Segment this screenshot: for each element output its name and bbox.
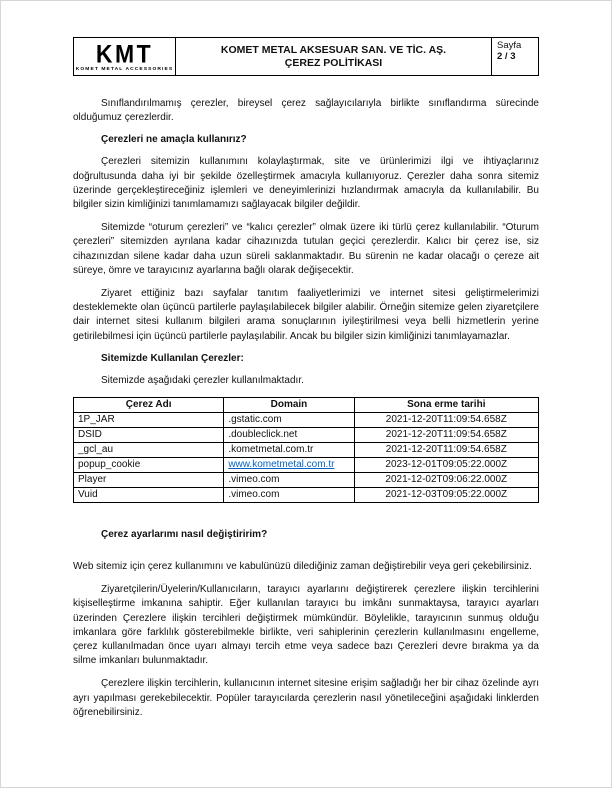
paragraph-unclassified-cookies: Sınıflandırılmamış çerezler, bireysel çerez sağlayıcılarıyla birlikte sınıflandırma sürecinde olduğumuz çerezlerdir.: [73, 98, 539, 124]
heading-change-settings: Çerez ayarlarımı nasıl değiştiririm?: [101, 529, 268, 541]
cookie-expiry: 2021-12-03T09:05:22.000Z: [354, 488, 538, 503]
page-number-cell: [492, 38, 538, 75]
cookie-domain: .doubleclick.net: [224, 428, 354, 443]
paragraph-purpose-1: Çerezleri sitemizin kullanımını kolaylaştırmak, site ve ürünlerimizi ilgi ve ihtiyaçlarınız doğrultusunda daha iyi bir şekilde özelleştirmek amacıyla kullanıyoruz. Çerezler daha sonra sitemiz üzerinde gerçekleştireceğiniz işlemleri ve deneyimlerinizi hızlandırmak amacıyla da kullanılabilir. Bu bilgiler sizin kimliğinizi tanımlamamızı sağlayacak bilgiler değildir.: [73, 156, 539, 211]
cookie-expiry: 2021-12-20T11:09:54.658Z: [354, 428, 538, 443]
cookie-name: Player: [74, 473, 224, 488]
heading-used-cookies: Sitemizde Kullanılan Çerezler:: [101, 352, 244, 364]
company-logo: [74, 38, 176, 75]
company-name: KOMET METAL AKSESUAR SAN. VE TİC. AŞ.: [220, 43, 447, 56]
table-row: [74, 458, 539, 473]
cookie-name: _gcl_au: [74, 443, 224, 458]
cookie-table: [73, 397, 539, 503]
header-title-cell: [176, 38, 492, 75]
cookie-expiry: 2021-12-20T11:09:54.658Z: [354, 443, 538, 458]
cookie-name: 1P_JAR: [74, 413, 224, 428]
cookie-expiry: 2023-12-01T09:05:22.000Z: [354, 458, 538, 473]
page-number: 2 / 3: [497, 51, 516, 62]
table-row: [74, 488, 539, 503]
table-row: [74, 413, 539, 428]
logo-kmt-text: KMT: [95, 39, 154, 68]
column-header-cookie-name: Çerez Adı: [74, 398, 224, 413]
table-row: [74, 443, 539, 458]
table-row: [74, 428, 539, 443]
document-body: [73, 97, 539, 720]
paragraph-used-cookies-intro: Sitemizde aşağıdaki çerezler kullanılmaktadır.: [101, 374, 304, 386]
heading-cookie-purpose: Çerezleri ne amaçla kullanırız?: [101, 134, 247, 146]
paragraph-settings-1: Web sitemiz için çerez kullanımını ve kabulünüzü dilediğiniz zaman değiştirebilir veya geri çekebilirsiniz.: [73, 561, 532, 573]
page-label: Sayfa: [497, 40, 522, 51]
cookie-expiry: 2021-12-20T11:09:54.658Z: [354, 413, 538, 428]
column-header-domain: Domain: [224, 398, 354, 413]
cookie-name: Vuid: [74, 488, 224, 503]
paragraph-purpose-2: Sitemizde “oturum çerezleri” ve “kalıcı çerezler” olmak üzere iki türlü çerez kullanılabilir. “Oturum çerezleri” sitemizden ayrılana kadar cihazınızda tutulan geçici çerezlerdir. Kalıcı bir çerez ise, siz cihazınızdan silene kadar daha uzun süreli saklanmaktadır. Bu sürenin ne kadar olacağı o çereze ait süreye, ömre ve tarayıcınız ayarlarına bağlı olarak değişecektir.: [73, 222, 539, 276]
cookie-domain: .gstatic.com: [224, 413, 354, 428]
cookie-domain: .vimeo.com: [224, 488, 354, 503]
cookie-table-header-row: [74, 398, 539, 413]
paragraph-purpose-3: Ziyaret ettiğiniz bazı sayfalar tanıtım faaliyetlerimizi ve internet sitesi geliştirmelerimizi desteklemekte olan üçüncü partilerle paylaşılabilecek bilgiler alabilir. Örneğin sitemize gelen ziyaretçilere dair internet sitesi kullanım bilgileri arama sonuçlarının iyileştirilmesi veya belli hizmetlerin yerine getirilebilmesi için üçüncü partilerle paylaşılabilir. Ancak bu bilgiler sizin kimliğinizi tanımlayamazlar.: [73, 288, 539, 342]
cookie-domain: .kometmetal.com.tr: [224, 443, 354, 458]
document-title: ÇEREZ POLİTİKASI: [284, 56, 383, 69]
table-row: [74, 473, 539, 488]
column-header-expiry: Sona erme tarihi: [354, 398, 538, 413]
cookie-domain: [224, 458, 354, 473]
logo-subtext: KOMET METAL ACCESSORIES: [75, 66, 174, 72]
paragraph-settings-2: Ziyaretçilerin/Üyelerin/Kullanıcıların, tarayıcı ayarlarını değiştirerek çerezlere ilişkin tercihlerini kişiselleştirme imkanına sahiptir. Eğer kullanılan tarayıcı bu imkânı sunmaktaysa, tarayıcı ayarları üzerinden Çerezlere ilişkin tercihleri değiştirmek mümkündür. Böylelikle, tarayıcının sunmuş olduğu imkanlara göre farklılık gösterebilmekle birlikte, veri sahiplerinin çerezlerin kullanılmasını engelleme, çerez kullanılmadan önce uyarı almayı tercih etme veya sadece bazı Çerezleri devre bırakma ya da silme imkanları bulunmaktadır.: [73, 584, 539, 667]
document-header: [73, 37, 539, 76]
paragraph-settings-3: Çerezlere ilişkin tercihlerin, kullanıcının internet sitesine erişim sağladığı her bir cihaz özelinde ayrı ayrı yapılması gerekebilecektir. Popüler tarayıcılarda çerezlerin nasıl yönetileceğini aşağıdaki linklerden öğrenebilirsiniz.: [73, 678, 539, 718]
cookie-expiry: 2021-12-02T09:06:22.000Z: [354, 473, 538, 488]
cookie-domain: .vimeo.com: [224, 473, 354, 488]
kometmetal-website-link[interactable]: www.kometmetal.com.tr: [228, 459, 335, 471]
cookie-name: popup_cookie: [74, 458, 224, 473]
cookie-name: DSID: [74, 428, 224, 443]
